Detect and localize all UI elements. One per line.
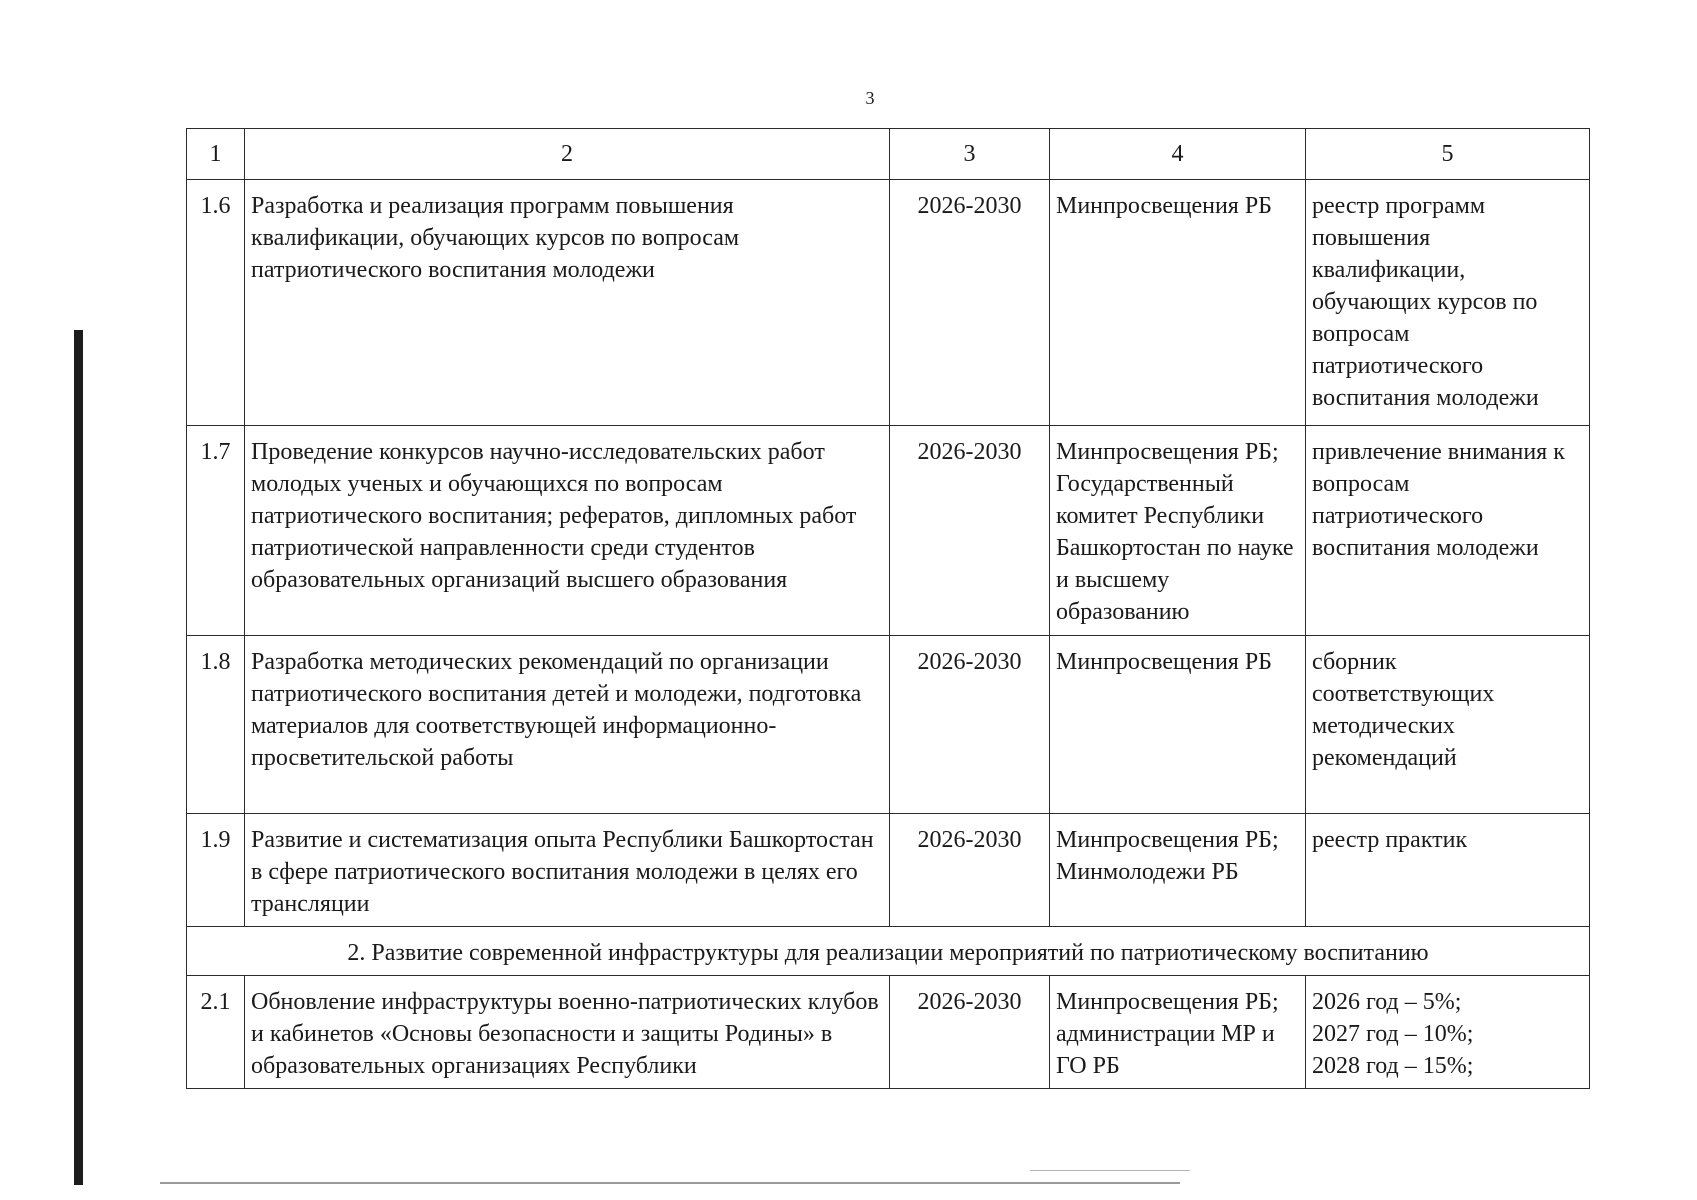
measures-table [186,128,1590,1089]
row-number: 1.8 [187,636,245,814]
table-header-row [187,129,1590,180]
activity-cell: Разработка методических рекомендаций по организации патриотического воспитания детей и молодежи, подготовка материалов для соответствующей информационно-просветительской работы [245,636,890,814]
executor-cell: Минпросвещения РБ; администрации МР и ГО РБ [1050,976,1306,1089]
result-cell: сборник соответствующих методических рекомендаций [1306,636,1590,814]
table-row [187,814,1590,927]
row-number: 1.6 [187,180,245,426]
column-header: 4 [1050,129,1306,180]
column-header: 1 [187,129,245,180]
scan-artifact-line [160,1182,1180,1184]
period-cell: 2026-2030 [890,976,1050,1089]
column-header: 5 [1306,129,1590,180]
column-header: 3 [890,129,1050,180]
executor-cell: Минпросвещения РБ [1050,636,1306,814]
period-cell: 2026-2030 [890,636,1050,814]
row-number: 2.1 [187,976,245,1089]
executor-cell: Минпросвещения РБ; Государственный комитет Республики Башкортостан по науке и высшему образованию [1050,426,1306,636]
result-cell: привлечение внимания к вопросам патриотического воспитания молодежи [1306,426,1590,636]
page-number: 3 [865,88,875,108]
activity-cell: Обновление инфраструктуры военно-патриотических клубов и кабинетов «Основы безопасности и защиты Родины» в образовательных организациях Республики [245,976,890,1089]
result-cell: 2026 год – 5%; 2027 год – 10%; 2028 год – 15%; [1306,976,1590,1089]
period-cell: 2026-2030 [890,426,1050,636]
table-row [187,180,1590,426]
section-heading-row [187,927,1590,976]
activity-cell: Проведение конкурсов научно-исследовательских работ молодых ученых и обучающихся по вопросам патриотического воспитания; рефератов, дипломных работ патриотической направленности среди студентов образовательных организаций высшего образования [245,426,890,636]
row-number: 1.9 [187,814,245,927]
result-cell: реестр практик [1306,814,1590,927]
column-header: 2 [245,129,890,180]
result-cell: реестр программ повышения квалификации, обучающих курсов по вопросам патриотического воспитания молодежи [1306,180,1590,426]
table-row [187,636,1590,814]
row-number: 1.7 [187,426,245,636]
activity-cell: Развитие и систематизация опыта Республики Башкортостан в сфере патриотического воспитания молодежи в целях его трансляции [245,814,890,927]
table-row [187,426,1590,636]
table-row [187,976,1590,1089]
period-cell: 2026-2030 [890,814,1050,927]
activity-cell: Разработка и реализация программ повышения квалификации, обучающих курсов по вопросам патриотического воспитания молодежи [245,180,890,426]
scan-edge-shadow [74,330,83,1185]
section-heading: 2. Развитие современной инфраструктуры для реализации мероприятий по патриотическому воспитанию [187,927,1590,976]
period-cell: 2026-2030 [890,180,1050,426]
scan-artifact-line [1030,1170,1190,1171]
executor-cell: Минпросвещения РБ [1050,180,1306,426]
executor-cell: Минпросвещения РБ; Минмолодежи РБ [1050,814,1306,927]
